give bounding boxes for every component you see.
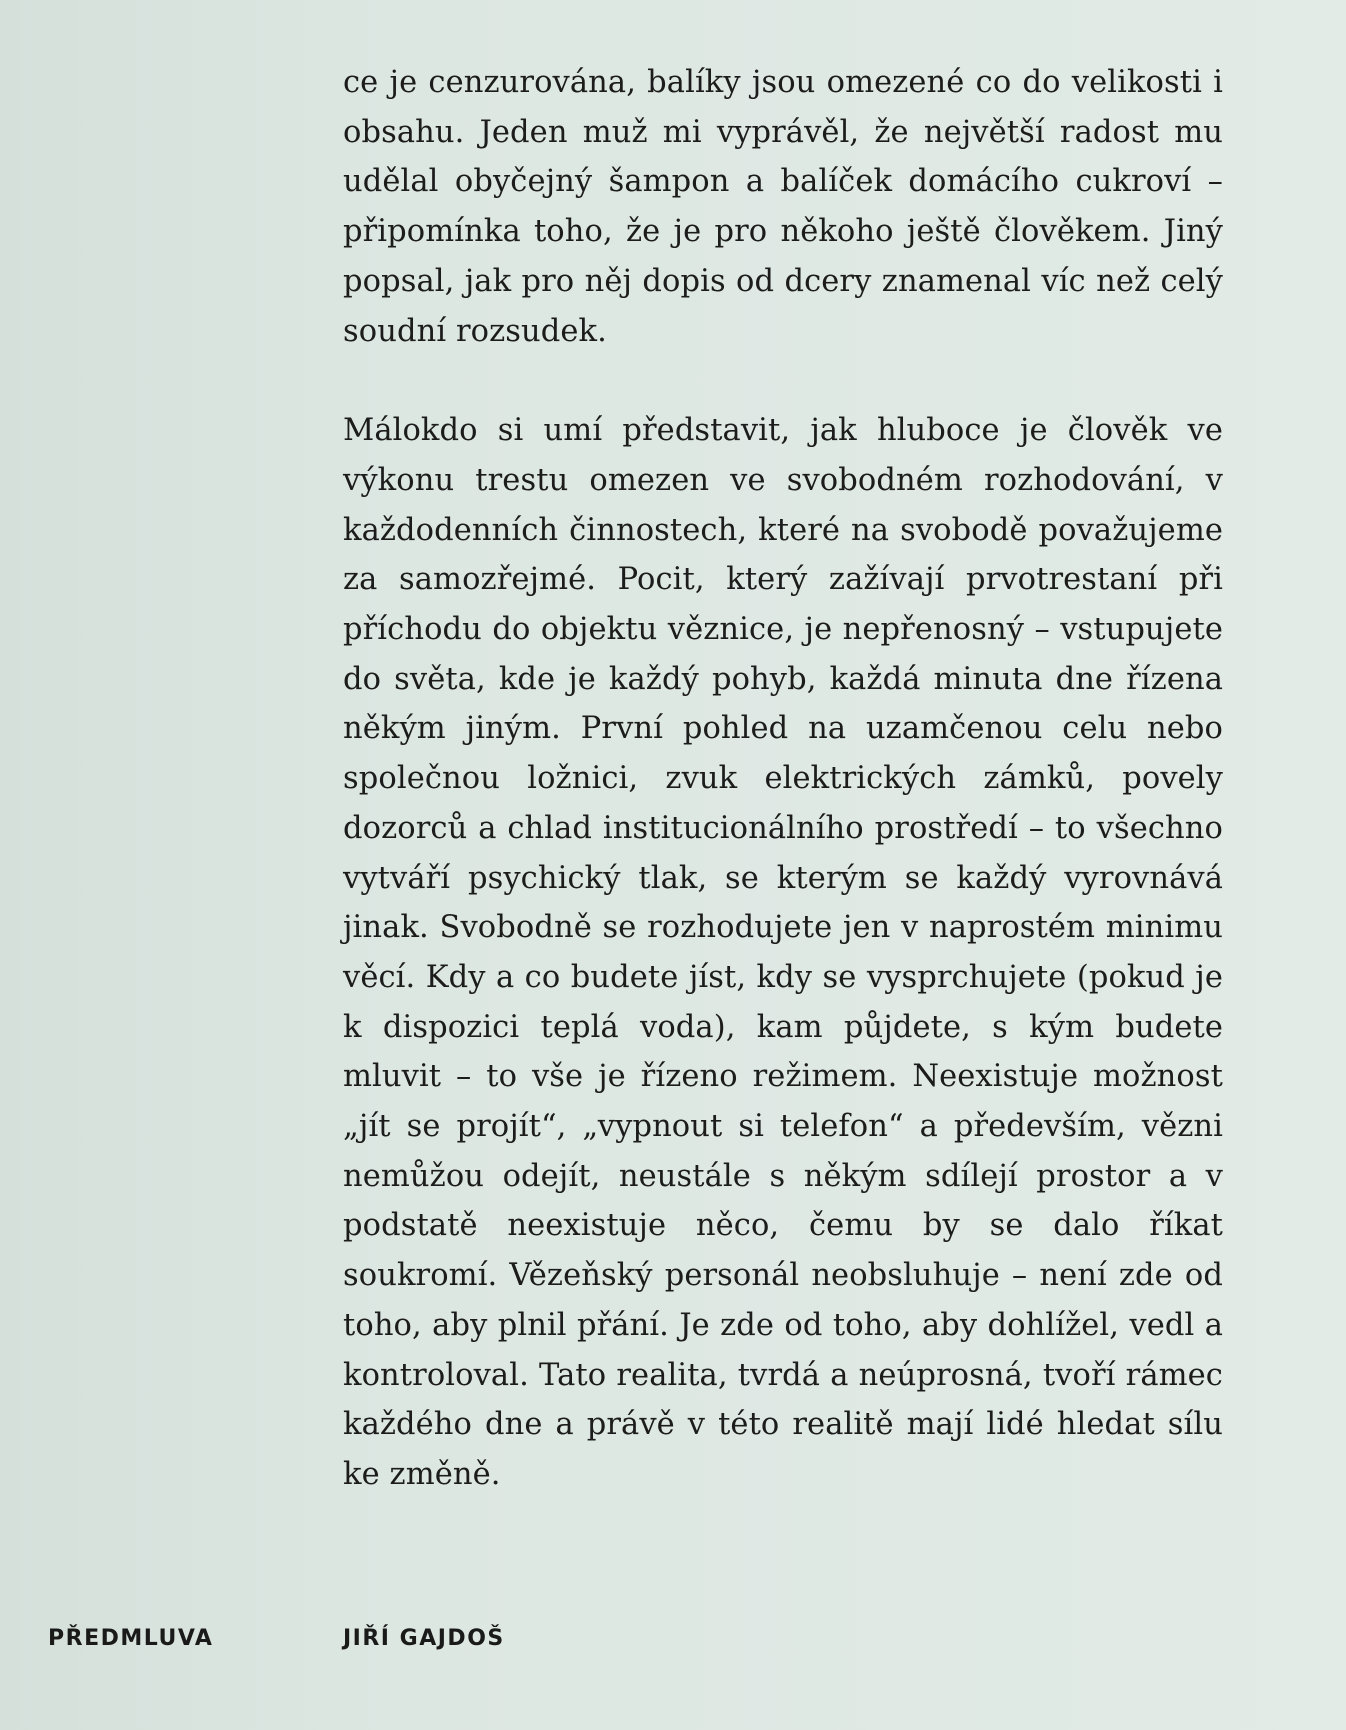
paragraph-1: ce je cenzurována, balíky jsou omezené co do velikosti i obsahu. Jeden muž mi vyprávěl, že největší radost mu udělal obyčejný šampon a balíček domácího cukroví – připomínka toho, že je pro někoho ještě člověkem. Jiný popsal, jak pro něj dopis od dcery znamenal víc než celý soudní rozsudek. (343, 65, 1223, 349)
footer-author-name: JIŘÍ GAJDOŠ (343, 1626, 505, 1651)
paragraph-2: Málokdo si umí představit, jak hluboce je člověk ve výkonu trestu omezen ve svobodném rozhodování, v každodenních činnostech, které na svobodě považujeme za samozřejmé. Pocit, který zažívají prvotrestaní při příchodu do objektu věznice, je nepřenosný – vstupujete do světa, kde je každý pohyb, každá minuta dne řízena někým jiným. První pohled na uzamčenou celu nebo společnou ložnici, zvuk elektrických zámků, povely dozorců a chlad institucionálního prostředí – to všechno vytváří psychický tlak, se kterým se každý vyrovnává jinak. Svobodně se rozhodujete jen v naprostém minimu věcí. Kdy a co budete jíst, kdy se vysprchujete (pokud je k dispozici teplá voda), kam půjdete, s kým budete mluvit – to vše je řízeno režimem. Neexistuje možnost „jít se projít“, „vypnout si telefon“ a především, vězni nemůžou odejít, neustále s někým sdílejí prostor a v podstatě neexistuje něco, čemu by se dalo říkat soukromí. Vězeňský personál neobsluhuje – není zde od toho, aby plnil přání. Je zde od toho, aby dohlížel, vedl a kontroloval. Tato realita, tvrdá a neúprosná, tvoří rámec každého dne a právě v této realitě mají lidé hledat sílu ke změně. (343, 413, 1223, 1492)
footer-section-title: PŘEDMLUVA (48, 1626, 214, 1651)
body-text (343, 58, 1223, 1500)
